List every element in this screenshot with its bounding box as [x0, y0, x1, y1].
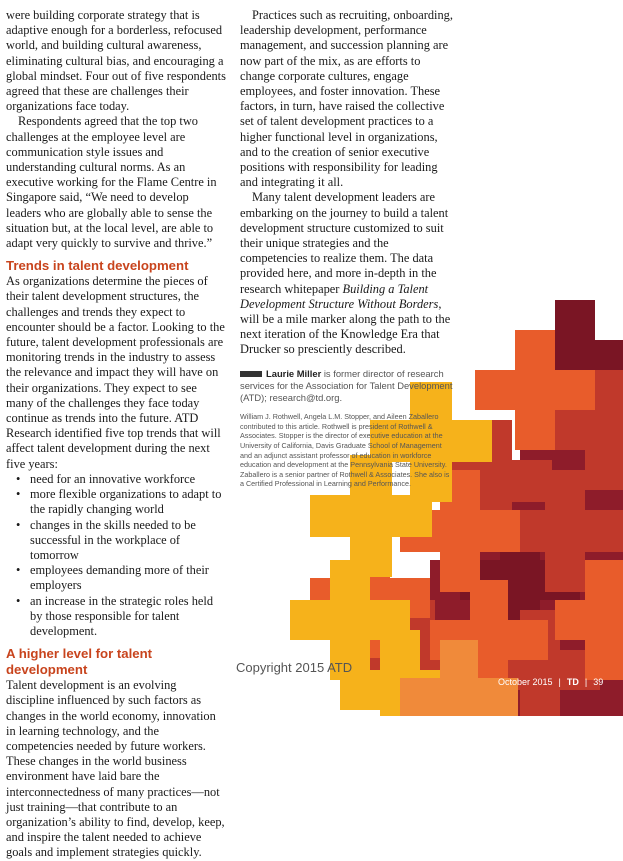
body-text: Many talent development leaders are embarking on the journey to build a talent development structure customized to suit their unique strategies and the competencies to realize them. The data provided here, and more in-depth in the research whitepaper: [240, 190, 449, 296]
section-heading-higher-level: A higher level for talent development: [6, 646, 153, 678]
contributor-credit: William J. Rothwell, Angela L.M. Stopper, and Aileen Zaballero contributed to this article. Rothwell is president of Rothwell & Associates. Stopper is the director of executive education at the University of California, Davis Graduate School of Management and an adjunct assistant professor of education in workforce education and development at the Pennsylvania State University. Zaballero is a senior partner of Rothwell & Associates. She also is a Certified Professional in Learning and Performance.: [240, 412, 450, 489]
body-paragraph: were building corporate strategy that is adaptive enough for a borderless, refocused world, and building cultural awareness, eliminating cultural bias, and encouraging a global mindset. Four out of five respondents agreed that these are challenges their organizations face today.: [6, 8, 226, 114]
magazine-name: TD: [566, 677, 579, 687]
body-paragraph: Talent development is an evolving discipline influenced by such factors as changes in the world economy, innovation in learning technology, and the competencies needed by future workers. These changes in the world business environment have laid bare the interconnectedness of many practices—not just training—that contribute to an organization’s ability to find, develop, keep, and inspire the talent needed to achieve goals and implement strategies quickly.: [6, 678, 225, 860]
body-paragraph: As organizations determine the pieces of their talent development structures, the challenges and trends they expect to encounter should be a factor. Looking to the future, talent development professionals are monitoring trends in the industry to assess the relevance and impact they will have on their organizations. They expect to see many of the challenges they face today continue as trends into the future. ATD Research identified five top trends that will affect talent development during the next five years:: [6, 274, 225, 471]
page-folio: [498, 677, 603, 687]
folio-separator: |: [558, 677, 561, 687]
body-paragraph: Practices such as recruiting, onboarding, leadership development, performance management, and succession planning are now part of the mix, as are efforts to change corporate cultures, engage employees, and foster innovation. These factors, in turn, have raised the collective set of talent development practices to a higher functional level in organizations, and to the creation of senior executive positions with responsibility for leading and integrating it all.: [240, 8, 453, 190]
author-bio-text: is former director of research services for the Association for Talent Development (ATD); research@td.org.: [240, 367, 453, 404]
copyright-watermark: Copyright 2015 ATD: [236, 660, 353, 675]
trends-list: [6, 472, 226, 639]
body-paragraph: [240, 190, 456, 357]
page-number: 39: [593, 677, 604, 687]
author-name: Laurie Miller: [266, 367, 322, 379]
list-item: • changes in the skills needed to be successful in the workplace of tomorrow: [30, 518, 226, 564]
issue-date: October 2015: [498, 677, 553, 687]
body-text: , will be a mile marker along the path to the next iteration of the Knowledge Era that Drucker so presciently described.: [240, 296, 451, 357]
right-column: [240, 8, 456, 489]
section-heading-trends: Trends in talent development: [6, 258, 189, 274]
folio-separator: |: [584, 677, 588, 687]
list-item: • need for an innovative workforce: [30, 472, 226, 487]
body-paragraph: Respondents agreed that the top two challenges at the employee level are communication style issues and understanding cultural norms. As an executive working for the Flame Centre in Singapore said, “We need to develop leaders who are globally able to sense the situation but, at the local level, are able to adapt very quickly to survive and thrive.”: [6, 114, 217, 251]
whitepaper-title: Building a Talent Development Structure Without Borders: [240, 281, 439, 311]
list-item: • employees demanding more of their employers: [30, 563, 226, 593]
bio-bar-marker: [240, 371, 262, 377]
left-column: [6, 8, 226, 861]
list-item: • an increase in the strategic roles held by those responsible for talent development.: [30, 594, 226, 640]
author-bio: [240, 368, 456, 405]
list-item: • more flexible organizations to adapt to the rapidly changing world: [30, 487, 226, 517]
